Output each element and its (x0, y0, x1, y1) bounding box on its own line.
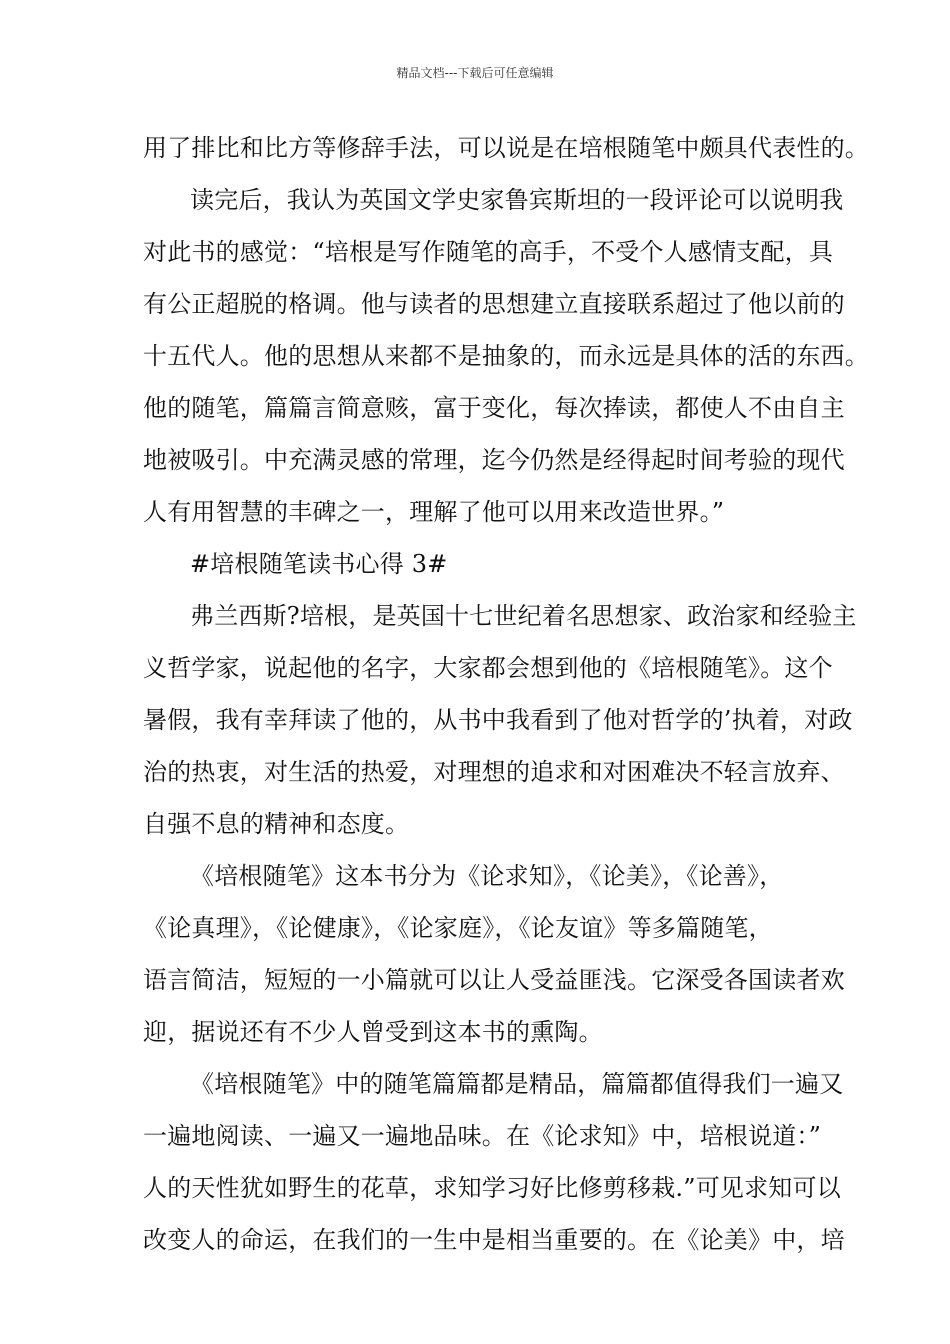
text-line: 迎，据说还有不少人曾受到这本书的熏陶。 (143, 1018, 603, 1046)
text-line: 自强不息的精神和态度。 (143, 810, 410, 838)
text-line: 用了排比和比方等修辞手法，可以说是在培根随笔中颇具代表性的。 (143, 134, 869, 162)
text-line: 暑假，我有幸拜读了他的，从书中我看到了他对哲学的’执着，对政 (143, 706, 853, 734)
text-line: 治的热衷，对生活的热爱，对理想的追求和对困难决不轻言放弃、 (143, 758, 845, 786)
page-header: 精品文档---下载后可任意编辑 (396, 66, 554, 80)
text-line: 语言简洁，短短的一小篇就可以让人受益匪浅。它深受各国读者欢 (143, 966, 845, 994)
text-line: 读完后，我认为英国文学史家鲁宾斯坦的一段评论可以说明我 (190, 186, 844, 214)
text-line: 有公正超脱的格调。他与读者的思想建立直接联系超过了他以前的 (143, 290, 845, 318)
text-line: 改变人的命运，在我们的一生中是相当重要的。在《论美》中，培 (143, 1226, 845, 1254)
text-line: 《培根随笔》中的随笔篇篇都是精品，篇篇都值得我们一遍又 (190, 1070, 844, 1098)
text-line: 他的随笔，篇篇言简意赅，富于变化，每次捧读，都使人不由自主 (143, 394, 845, 422)
text-line: 一遍地阅读、一遍又一遍地品味。在《论求知》中，培根说道：” (143, 1122, 822, 1150)
text-line: 人的天性犹如野生的花草，求知学习好比修剪移栽.”可见求知可以 (143, 1174, 841, 1202)
text-line: 地被吸引。中充满灵感的常理，迄今仍然是经得起时间考验的现代 (143, 446, 845, 474)
text-line: 十五代人。他的思想从来都不是抽象的，而永远是具体的活的东西。 (143, 342, 869, 370)
text-line: 对此书的感觉：“培根是写作随笔的高手，不受个人感情支配，具 (143, 238, 834, 266)
text-line: 弗兰西斯?培根，是英国十七世纪着名思想家、政治家和经验主 (190, 602, 857, 630)
text-line: 《论真理》，《论健康》，《论家庭》，《论友谊》等多篇随笔， (143, 914, 773, 942)
section-heading: #培根随笔读书心得 3# (190, 550, 448, 578)
document-body (143, 128, 869, 1272)
text-line: 人有用智慧的丰碑之一，理解了他可以用来改造世界。” (143, 498, 725, 526)
text-line: 义哲学家，说起他的名字，大家都会想到他的《培根随笔》。这个 (143, 654, 833, 682)
text-line: 《培根随笔》这本书分为《论求知》，《论美》，《论善》， (190, 862, 784, 890)
